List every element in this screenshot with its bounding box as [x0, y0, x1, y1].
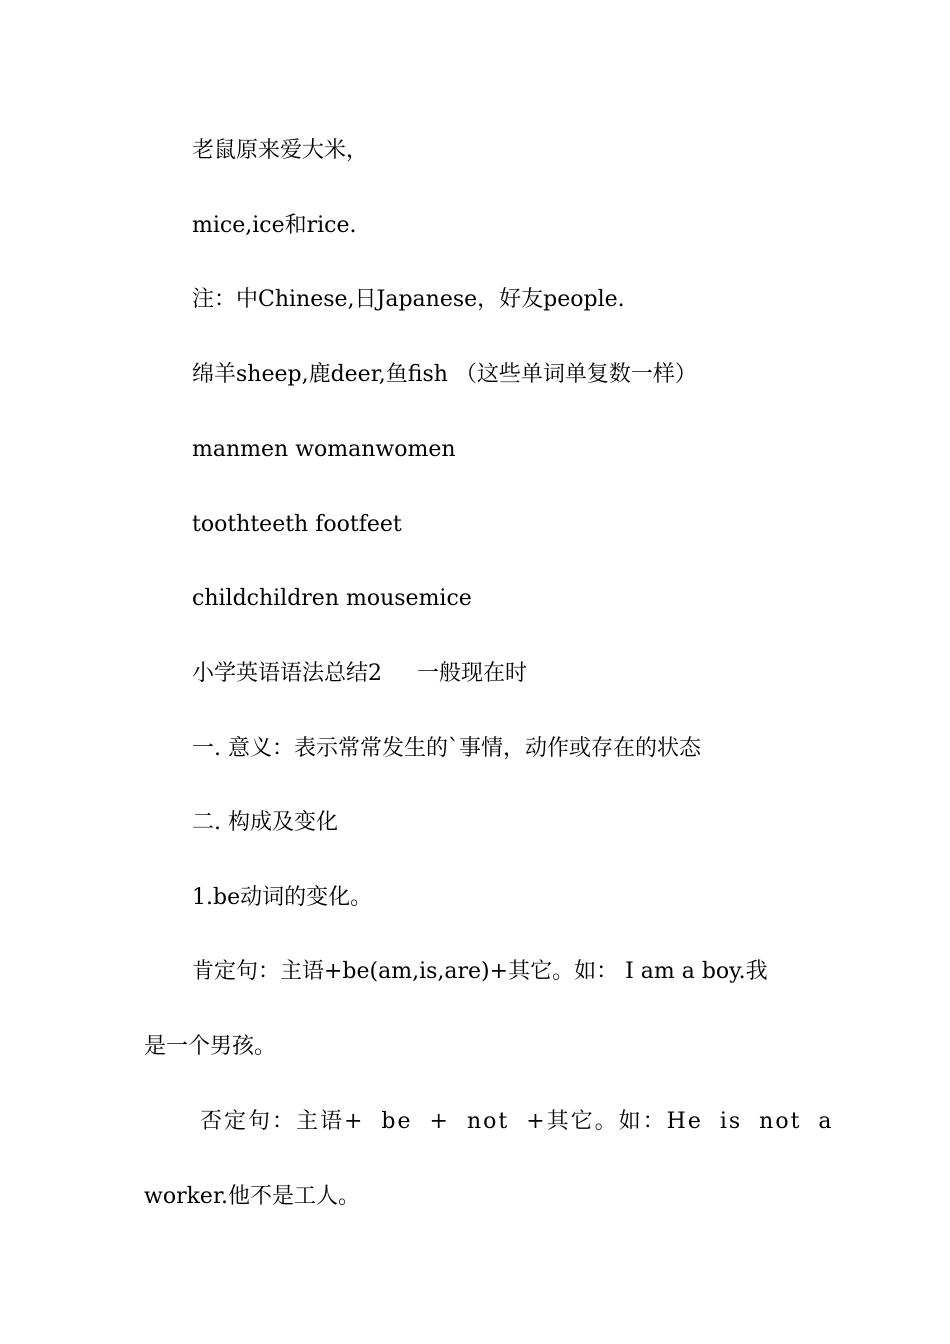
text-line: 绵羊sheep,鹿deer,鱼fish （这些单词单复数一样） [192, 362, 697, 387]
section-heading: 小学英语语法总结2 一般现在时 [192, 661, 527, 686]
text-line: childchildren mousemice [192, 586, 472, 611]
text-line: 1.be动词的变化。 [192, 885, 373, 910]
text-line: 一. 意义：表示常常发生的`事情，动作或存在的状态 [192, 736, 701, 761]
text-line: 否定句：主语+ be + not +其它。如：He is not a [200, 1109, 834, 1134]
text-line: mice,ice和rice. [192, 213, 357, 238]
text-line: worker.他不是工人。 [144, 1184, 361, 1209]
text-line: toothteeth footfeet [192, 512, 402, 537]
text-line: 老鼠原来爱大米， [192, 138, 369, 163]
text-line: 注：中Chinese,日Japanese，好友people. [192, 287, 625, 312]
text-line: 是一个男孩。 [144, 1034, 277, 1059]
text-line: 二. 构成及变化 [192, 810, 338, 835]
text-line: manmen womanwomen [192, 437, 456, 462]
text-line: 肯定句：主语+be(am,is,are)+其它。如： I am a boy.我 [192, 959, 768, 984]
